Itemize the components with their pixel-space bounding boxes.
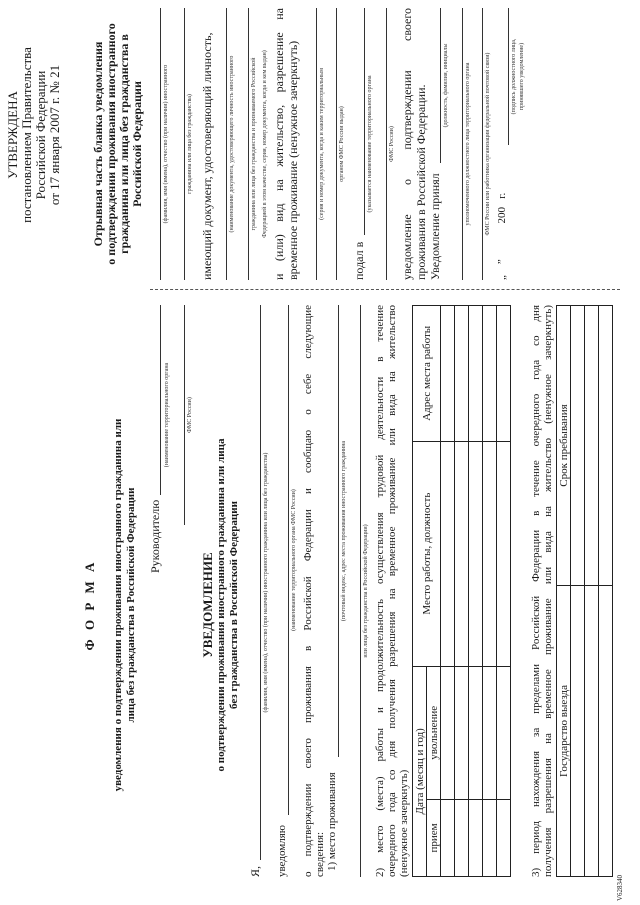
detach-accepted-field-3[interactable] [482, 8, 483, 280]
travel-table [556, 305, 613, 877]
approval-line-4: от 17 января 2007 г. № 21 [47, 64, 62, 206]
detach-title [92, 8, 144, 280]
detach-notice-2: проживания в Российской Федерации. [414, 84, 428, 280]
hint-fms: ФМС России) [187, 397, 193, 433]
hint-address-2: или лица без гражданства в Российской Федерации) [363, 524, 369, 658]
hint-organ: (наименование территориального органа [164, 362, 170, 468]
item2-line-1: 2) место (места) работы и продолжительность осуществления трудовой деятельности в течение [374, 305, 386, 877]
detach-hint-fio-2: гражданина или лица без гражданства) [187, 94, 193, 194]
organ-fms-line[interactable] [288, 305, 289, 815]
notice-subtitle-2: без гражданства в Российской Федерации [228, 501, 240, 709]
detach-hint-series-2: органом ФМС России выдан) [339, 106, 345, 182]
cut-line [150, 289, 620, 290]
detach-hint-doc-1: (наименование документа, удостоверяющего личность иностранного [229, 55, 235, 233]
detach-sign-field[interactable] [508, 8, 509, 145]
detach-hint-accepted: (должность, фамилия, инициалы [443, 43, 449, 128]
detach-series-field-2[interactable] [336, 8, 337, 280]
hint-fio: (фамилия, имя (имена), отчество (при наличии) иностранного гражданина или лица без гражданства) [263, 452, 269, 713]
detach-hint-series: (серия и номер документа, когда и каким территориальным [319, 68, 325, 220]
detach-podal: подал в [352, 241, 366, 280]
hint-address: (почтовый индекс, адрес места проживания иностранного гражданина [341, 440, 347, 622]
col-address: Адрес места работы [413, 306, 441, 442]
detach-hint-sign-2: принявшего уведомление) [519, 42, 525, 111]
rukovoditelyu-label: Руководителю [148, 499, 162, 573]
detach-series-field[interactable] [316, 8, 317, 280]
detach-hint-sign: (подпись должностного лица, [511, 38, 517, 115]
detach-accepted: Уведомление принял [428, 173, 442, 280]
detach-accepted-field-2[interactable] [462, 8, 463, 280]
form-subtitle-1: уведомления о подтверждении проживания иностранного гражданина или [112, 418, 124, 792]
detach-hint-doc-3: Федерацией в этом качестве, серия, номер документа, когда и кем выдан) [262, 50, 268, 238]
ya-label: Я, [248, 865, 262, 877]
address-line-2[interactable] [360, 305, 361, 877]
detach-accepted-field[interactable] [440, 8, 441, 163]
detach-doc-field[interactable] [226, 8, 227, 280]
col-country: Государство выезда [557, 586, 571, 877]
table-row [571, 306, 585, 877]
address-line[interactable] [338, 305, 339, 757]
col-period: Срок пребывания [557, 306, 571, 586]
detach-temp-line: временное проживание (ненужное зачеркнуть) [286, 40, 300, 280]
table-row [599, 306, 613, 877]
detach-date-line[interactable]: „ ” 200 г. [496, 192, 508, 280]
detach-hint-accepted-3: ФМС России или работника организации федеральной почтовой связи) [485, 52, 491, 236]
detach-hint-podal: (указывается наименование территориального органа [367, 75, 373, 213]
table-row [483, 306, 497, 877]
fio-line[interactable] [260, 305, 261, 860]
detach-and-line: и (или) вид на жительство, разрешение на [272, 8, 286, 280]
detach-fio-line-2[interactable] [184, 8, 185, 280]
detach-title-1: Отрывная часть бланка уведомления [91, 41, 105, 247]
uvedomlyayu-label: уведомляю [276, 825, 288, 877]
detach-podal-field[interactable] [364, 8, 365, 235]
detach-doc-field-2[interactable] [248, 8, 249, 280]
form-code: V628340 [616, 874, 624, 901]
detach-hint-podal-2: ФМС России) [389, 126, 395, 162]
table-row [455, 306, 469, 877]
approval-line-3: Российской Федерации [33, 70, 48, 200]
detach-title-2: о подтверждении проживания иностранного [104, 23, 118, 265]
approval-block [6, 15, 62, 255]
table-row [585, 306, 599, 877]
notice-subtitle-1: о подтверждении проживания иностранного гражданина или лица [215, 438, 227, 772]
item3-line-2: получения разрешения на временное проживание или вида на жительство (ненужное зачеркнуть) [542, 305, 554, 877]
detach-title-3: гражданина или лица без гражданства в [117, 34, 131, 254]
form-label: Ф О Р М А [82, 559, 97, 651]
table-row [441, 306, 455, 877]
work-table [412, 305, 511, 877]
rukovoditelyu-line[interactable] [160, 305, 161, 495]
approval-title: УТВЕРЖДЕНА [5, 91, 20, 179]
detach-hint-fio: (фамилия, имя (имена), отчество (при наличии) иностранного [163, 64, 169, 224]
table-row [497, 306, 511, 877]
detach-notice-1: уведомление о подтверждении своего [400, 8, 414, 280]
item2-line-3: (ненужное зачеркнуть) [398, 769, 410, 877]
col-uvol: увольнение [427, 666, 441, 799]
item3-line-1: 3) период нахождения за пределами Российской Федерации в течение очередного года со дня [530, 305, 542, 877]
item2-line-2: очередного года со дня получения разрешения на временное проживание или вида на жительство [386, 305, 398, 877]
notice-title: УВЕДОМЛЕНИЕ [200, 552, 215, 658]
col-date: Дата (месяц и год) [413, 666, 427, 876]
detach-hint-doc-2: гражданина или лица без гражданства и признаваемого Российской [251, 57, 257, 231]
form-subtitle-2: лица без гражданства в Российской Федерации [125, 487, 137, 723]
item1-label: 1) место проживания [326, 772, 338, 871]
detach-hint-accepted-2: уполномоченного должностного лица территориального органа [465, 62, 471, 226]
detach-title-4: Российской Федерации [130, 81, 144, 207]
detach-fio-line[interactable] [160, 8, 161, 280]
organ-line[interactable] [184, 305, 185, 525]
detach-podal-field-2[interactable] [386, 8, 387, 280]
detach-doc-line: имеющий документ, удостоверяющий личность, [200, 32, 214, 280]
table-row [469, 306, 483, 877]
col-place: Место работы, должность [413, 441, 441, 666]
col-priem: прием [427, 799, 441, 876]
hint-organ-fms: (наименование территориального органа ФМС России) [291, 489, 297, 631]
confirm-text: о подтверждении своего проживания в Российской Федерации и сообщаю о себе следующие [302, 305, 314, 877]
approval-line-2: постановлением Правительства [19, 47, 34, 223]
svedeniya-label: сведения: [314, 831, 326, 877]
